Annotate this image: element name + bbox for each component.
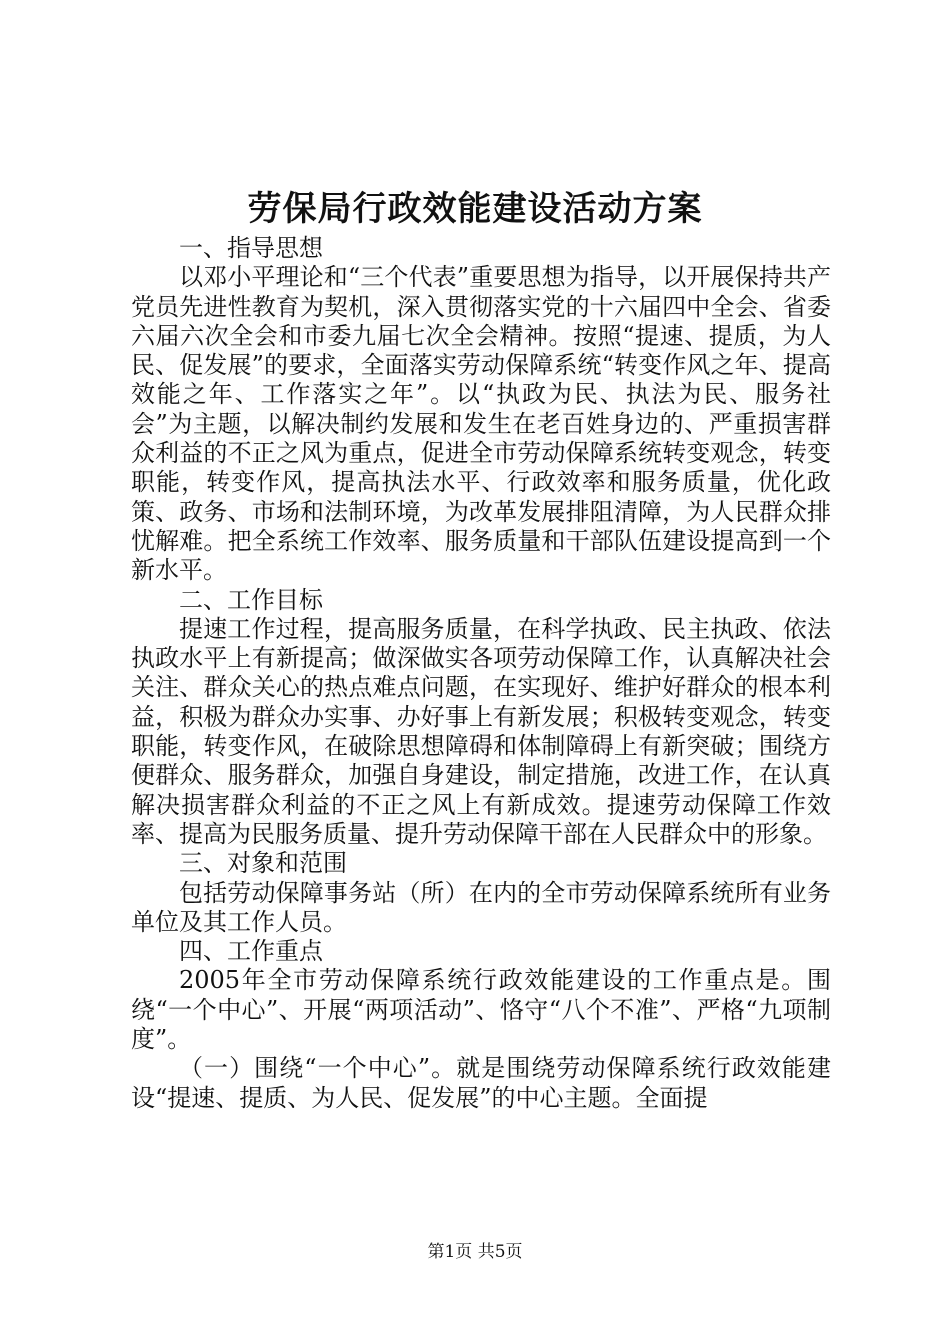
section-heading-work-focus: 四、工作重点 xyxy=(179,937,323,966)
section-heading-work-goals: 二、工作目标 xyxy=(179,585,323,614)
page-number-footer: 第1页 共5页 xyxy=(427,1242,523,1262)
paragraph-scope: 包括劳动保障事务站（所）在内的全市劳动保障系统所有业务单位及其工作人员。 xyxy=(131,878,831,936)
paragraph-one-center: （一）围绕“一个中心”。就是围绕劳动保障系统行政效能建设“提速、提质、为人民、促发展”的中心主题。全面提 xyxy=(131,1054,831,1112)
paragraph-work-focus: 2005年全市劳动保障系统行政效能建设的工作重点是。围绕“一个中心”、开展“两项活动”、恪守“八个不准”、严格“九项制度”。 xyxy=(131,966,831,1054)
section-heading-scope: 三、对象和范围 xyxy=(179,849,347,878)
section-heading-guiding-ideology: 一、指导思想 xyxy=(179,234,323,262)
document-body xyxy=(131,234,831,1113)
paragraph-guiding-ideology: 以邓小平理论和“三个代表”重要思想为指导，以开展保持共产党员先进性教育为契机，深入贯彻落实党的十六届四中全会、省委六届六次全会和市委九届七次全会精神。按照“提速、提质，为人民、促发展”的要求，全面落实劳动保障系统“转变作风之年、提高效能之年、工作落实之年”。以“执政为民、执法为民、服务社会”为主题，以解决制约发展和发生在老百姓身边的、严重损害群众利益的不正之风为重点，促进全市劳动保障系统转变观念，转变职能，转变作风，提高执法水平、行政效率和服务质量，优化政策、政务、市场和法制环境，为改革发展排阻清障，为人民群众排忧解难。把全系统工作效率、服务质量和干部队伍建设提高到一个新水平。 xyxy=(131,263,831,585)
document-title: 劳保局行政效能建设活动方案 xyxy=(247,189,703,229)
paragraph-work-goals: 提速工作过程，提高服务质量，在科学执政、民主执政、依法执政水平上有新提高；做深做实各项劳动保障工作，认真解决社会关注、群众关心的热点难点问题，在实现好、维护好群众的根本利益，积极为群众办实事、办好事上有新发展；积极转变观念，转变职能，转变作风，在破除思想障碍和体制障碍上有新突破；围绕方便群众、服务群众，加强自身建设，制定措施，改进工作，在认真解决损害群众利益的不正之风上有新成效。提速劳动保障工作效率、提高为民服务质量、提升劳动保障干部在人民群众中的形象。 xyxy=(131,614,831,848)
